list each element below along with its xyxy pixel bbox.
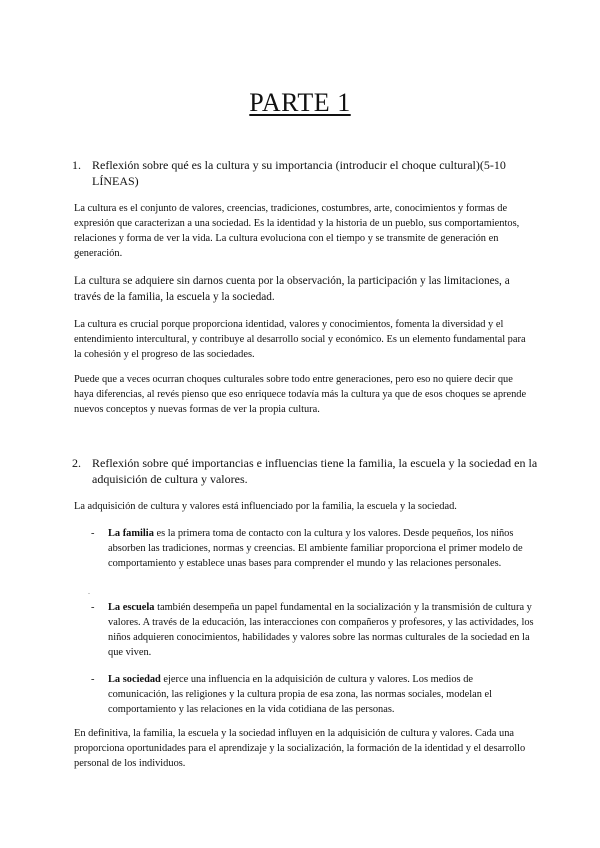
bullet-term: La sociedad [108,674,161,685]
section-2-heading [72,455,542,487]
section-1-heading [72,157,542,189]
bullet-dash: - [91,602,95,613]
bullet-familia [91,526,536,571]
section-1-number: 1. [72,158,81,172]
section-2-heading-text: Reflexión sobre qué importancias e influencias tiene la familia, la escuela y la sociedad en la adquisición de cultura y valores. [92,456,538,486]
section-1-heading-text: Reflexión sobre qué es la cultura y su importancia (introducir el choque cultural)(5-10 LÍNEAS) [92,158,506,188]
page-title: PARTE 1 [249,88,351,117]
bullet-term: La familia [108,528,154,539]
bullet-dash: - [91,674,95,685]
bullet-text: es la primera toma de contacto con la cultura y los valores. Desde pequeños, los niños absorben las tradiciones, normas y creencias. El ambiente familiar proporciona el primer modelo de comportamiento y establece unas bases para comprender el mundo y las relaciones personales. [108,528,523,569]
section-1-paragraph-4: Puede que a veces ocurran choques culturales sobre todo entre generaciones, pero eso no quiere decir que haya diferencias, al revés pienso que eso enriquece todavía más la cultura ya que de esos choques se aprende nuevos conceptos y nuevas formas de ver la propia cultura. [74,374,527,415]
bullet-sociedad [91,672,536,717]
bullet-dash: - [91,528,95,539]
section-1-paragraph-1: La cultura es el conjunto de valores, creencias, tradiciones, costumbres, arte, conocimientos y formas de expresión que caracterizan a una sociedad. Es la identidad y la historia de un pueblo, sus comportamientos, relaciones y forma de ver la vida. La cultura evoluciona con el tiempo y se transmite de generación en generación. [74,203,520,259]
bullet-text: ejerce una influencia en la adquisición de cultura y valores. Los medios de comunicación, las religiones y la cultura propia de esa zona, las normas sociales, modelan el comportamiento y las relaciones en la vida cotidiana de las personas. [108,674,493,715]
stray-mark: . [88,587,90,596]
section-1-paragraph-3: La cultura es crucial porque proporciona identidad, valores y conocimientos, fomenta la diversidad y el entendimiento intercultural, y contribuye al desarrollo social y económico. Es un elemento fundamental para la cohesión y el progreso de las sociedades. [74,319,526,360]
section-2-number: 2. [72,456,81,470]
bullet-text: también desempeña un papel fundamental en la socialización y la transmisión de cultura y valores. A través de la educación, las interacciones con compañeros y profesores, y las actividades, los niños adquieren conocimientos, habilidades y valores sobre las normas culturales de la sociedad en la que viven. [108,602,534,658]
bullet-escuela [91,600,536,660]
bullet-term: La escuela [108,602,155,613]
section-2-conclusion: En definitiva, la familia, la escuela y la sociedad influyen en la adquisición de cultura y valores. Cada una proporciona oportunidades para el aprendizaje y la socialización, la formación de la identidad y el desarrollo personal de los individuos. [74,728,526,769]
section-1-paragraph-2: La cultura se adquiere sin darnos cuenta por la observación, la participación y las limitaciones, a través de la familia, la escuela y la sociedad. [74,275,510,303]
section-2-intro: La adquisición de cultura y valores está influenciado por la familia, la escuela y la sociedad. [74,501,457,512]
